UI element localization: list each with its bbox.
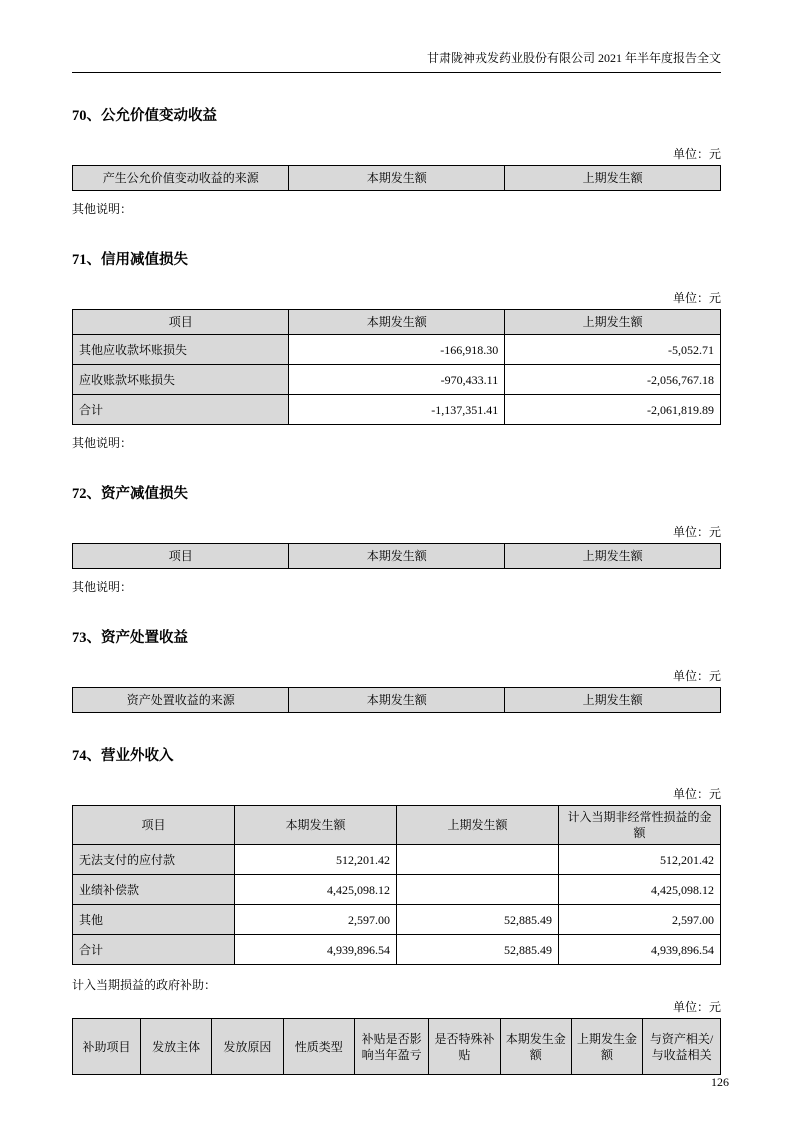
amount-cell: 512,201.42 — [559, 845, 721, 875]
unit-label-73: 单位：元 — [672, 669, 721, 683]
asset-impairment-table — [72, 543, 721, 569]
asset-disposal-table — [72, 687, 721, 713]
table-header-cell: 是否特殊补贴 — [429, 1019, 500, 1075]
amount-cell: -2,056,767.18 — [505, 365, 721, 395]
table-header-cell: 上期发生额 — [397, 806, 559, 845]
table-header-cell: 本期发生金额 — [500, 1019, 571, 1075]
table-header-cell: 上期发生金额 — [571, 1019, 642, 1075]
other-note-72: 其他说明： — [72, 580, 133, 594]
table-header-cell: 计入当期非经常性损益的金额 — [559, 806, 721, 845]
section-73-title: 73、资产处置收益 — [72, 630, 188, 646]
section-70-title: 70、公允价值变动收益 — [72, 108, 217, 124]
table-header-cell: 产生公允价值变动收益的来源 — [73, 166, 289, 191]
row-label-cell: 合计 — [73, 395, 289, 425]
table-header-cell: 本期发生额 — [289, 688, 505, 713]
table-header-cell: 上期发生额 — [505, 544, 721, 569]
table-header-cell: 补助项目 — [73, 1019, 141, 1075]
document-header-title: 甘肃陇神戎发药业股份有限公司 2021 年半年度报告全文 — [426, 51, 721, 65]
table-row — [73, 905, 721, 935]
other-note-70: 其他说明： — [72, 202, 133, 216]
amount-cell: 4,939,896.54 — [559, 935, 721, 965]
unit-label-subsidy: 单位：元 — [672, 1000, 721, 1014]
unit-label-70: 单位：元 — [672, 147, 721, 161]
table-header-cell: 资产处置收益的来源 — [73, 688, 289, 713]
table-header-cell: 项目 — [73, 310, 289, 335]
section-72-title: 72、资产减值损失 — [72, 486, 188, 502]
amount-cell: 52,885.49 — [397, 935, 559, 965]
table-header-cell: 本期发生额 — [289, 310, 505, 335]
table-header-cell: 项目 — [73, 806, 235, 845]
government-subsidy-note: 计入当期损益的政府补助： — [72, 978, 217, 992]
row-label-cell: 其他应收款坏账损失 — [73, 335, 289, 365]
amount-cell: -1,137,351.41 — [289, 395, 505, 425]
section-71-title: 71、信用减值损失 — [72, 252, 188, 268]
other-note-71: 其他说明： — [72, 436, 133, 450]
table-header-cell: 与资产相关/与收益相关 — [643, 1019, 721, 1075]
amount-cell: 4,425,098.12 — [559, 875, 721, 905]
table-header-row — [73, 544, 721, 569]
row-label-cell: 业绩补偿款 — [73, 875, 235, 905]
amount-cell: 2,597.00 — [235, 905, 397, 935]
table-header-cell: 本期发生额 — [289, 166, 505, 191]
amount-cell: -2,061,819.89 — [505, 395, 721, 425]
amount-cell: 4,939,896.54 — [235, 935, 397, 965]
row-label-cell: 应收账款坏账损失 — [73, 365, 289, 395]
amount-cell: 512,201.42 — [235, 845, 397, 875]
table-row — [73, 935, 721, 965]
table-header-cell: 发放原因 — [212, 1019, 283, 1075]
table-header-row — [73, 310, 721, 335]
table-header-cell: 本期发生额 — [289, 544, 505, 569]
table-row — [73, 395, 721, 425]
table-header-cell: 项目 — [73, 544, 289, 569]
table-header-cell: 性质类型 — [283, 1019, 354, 1075]
fair-value-change-table — [72, 165, 721, 191]
table-header-cell: 补贴是否影响当年盈亏 — [354, 1019, 429, 1075]
non-operating-income-table — [72, 805, 721, 965]
amount-cell: -5,052.71 — [505, 335, 721, 365]
amount-cell: 52,885.49 — [397, 905, 559, 935]
table-row — [73, 875, 721, 905]
amount-cell — [397, 845, 559, 875]
credit-impairment-table — [72, 309, 721, 425]
table-header-cell: 上期发生额 — [505, 310, 721, 335]
amount-cell: 4,425,098.12 — [235, 875, 397, 905]
row-label-cell: 其他 — [73, 905, 235, 935]
amount-cell — [397, 875, 559, 905]
page-number: 126 — [711, 1075, 729, 1089]
table-header-row — [73, 166, 721, 191]
table-header-cell: 本期发生额 — [235, 806, 397, 845]
section-74-title: 74、营业外收入 — [72, 748, 174, 764]
amount-cell: -970,433.11 — [289, 365, 505, 395]
amount-cell: 2,597.00 — [559, 905, 721, 935]
table-row — [73, 365, 721, 395]
table-header-cell: 发放主体 — [141, 1019, 212, 1075]
unit-label-71: 单位：元 — [672, 291, 721, 305]
table-header-cell: 上期发生额 — [505, 688, 721, 713]
table-header-row — [73, 1019, 721, 1075]
row-label-cell: 无法支付的应付款 — [73, 845, 235, 875]
document-header — [72, 50, 721, 73]
table-row — [73, 335, 721, 365]
table-header-row — [73, 688, 721, 713]
table-header-cell: 上期发生额 — [505, 166, 721, 191]
amount-cell: -166,918.30 — [289, 335, 505, 365]
row-label-cell: 合计 — [73, 935, 235, 965]
table-header-row — [73, 806, 721, 845]
government-subsidy-table — [72, 1018, 721, 1075]
unit-label-72: 单位：元 — [672, 525, 721, 539]
table-row — [73, 845, 721, 875]
unit-label-74: 单位：元 — [672, 787, 721, 801]
